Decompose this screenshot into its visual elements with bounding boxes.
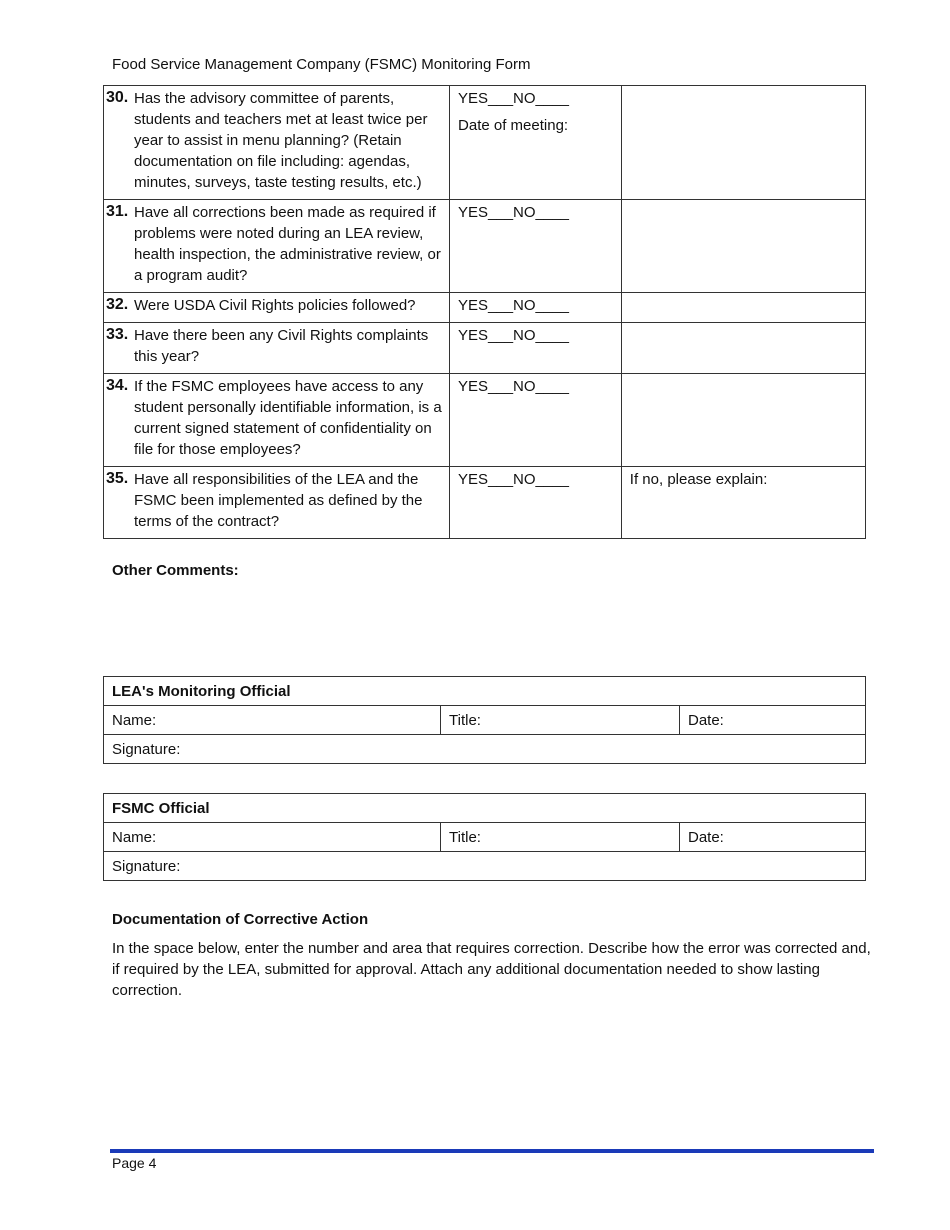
fsmc-date-field[interactable]: Date:	[680, 823, 866, 852]
fsmc-official-heading: FSMC Official	[104, 794, 866, 823]
question-number: 32.	[106, 296, 129, 313]
comment-cell[interactable]	[621, 467, 865, 539]
fsmc-official-table	[103, 793, 866, 881]
question-number: 34.	[106, 377, 129, 394]
corrective-action-instructions: In the space below, enter the number and area that requires correction. Describe how the error was corrected and, if required by the LEA, submitted for approval. Attach any additional documentation needed to show lasting correction.	[112, 940, 871, 999]
question-number: 35.	[106, 470, 129, 487]
questions-table	[103, 85, 866, 539]
comment-cell[interactable]	[621, 86, 865, 200]
question-row	[104, 86, 866, 200]
question-row	[104, 323, 866, 374]
lea-name-field[interactable]: Name:	[104, 706, 441, 735]
footer-divider	[110, 1149, 874, 1153]
question-number: 33.	[106, 326, 129, 343]
page-number: Page 4	[112, 1155, 157, 1171]
question-number: 30.	[106, 89, 129, 106]
fsmc-signature-field[interactable]: Signature:	[104, 852, 866, 881]
meeting-date-field[interactable]: Date of meeting:	[458, 117, 569, 134]
question-number: 31.	[106, 203, 129, 220]
lea-signature-field[interactable]: Signature:	[104, 735, 866, 764]
yes-no-field[interactable]: YES___NO____	[458, 471, 569, 488]
yes-no-field[interactable]: YES___NO____	[458, 327, 569, 344]
comment-cell[interactable]	[621, 374, 865, 467]
question-text: Has the advisory committee of parents, students and teachers met at least twice per year to assist in menu planning? (Retain documentation on file including: agendas, minutes, surveys, taste testing results, etc.)	[134, 90, 428, 191]
question-row	[104, 293, 866, 323]
comment-cell[interactable]	[621, 200, 865, 293]
question-text: Have all corrections been made as required if problems were noted during an LEA review, health inspection, the administrative review, or a program audit?	[134, 204, 441, 284]
lea-official-table	[103, 676, 866, 764]
question-text: If the FSMC employees have access to any student personally identifiable information, is a current signed statement of confidentiality on file for those employees?	[134, 378, 442, 458]
question-text: Have all responsibilities of the LEA and the FSMC been implemented as defined by the terms of the contract?	[134, 471, 423, 530]
fsmc-title-field[interactable]: Title:	[441, 823, 680, 852]
yes-no-field[interactable]: YES___NO____	[458, 297, 569, 314]
lea-official-heading: LEA's Monitoring Official	[104, 677, 866, 706]
form-title: Food Service Management Company (FSMC) Monitoring Form	[112, 56, 531, 73]
question-row	[104, 467, 866, 539]
yes-no-field[interactable]: YES___NO____	[458, 90, 569, 107]
yes-no-field[interactable]: YES___NO____	[458, 204, 569, 221]
comment-cell[interactable]	[621, 293, 865, 323]
yes-no-field[interactable]: YES___NO____	[458, 378, 569, 395]
fsmc-name-field[interactable]: Name:	[104, 823, 441, 852]
lea-date-field[interactable]: Date:	[680, 706, 866, 735]
corrective-action-heading: Documentation of Corrective Action	[112, 911, 369, 928]
other-comments-label: Other Comments:	[112, 562, 239, 579]
question-row	[104, 374, 866, 467]
explain-label: If no, please explain:	[629, 471, 768, 488]
comment-cell[interactable]	[621, 323, 865, 374]
question-text: Were USDA Civil Rights policies followed?	[134, 297, 416, 314]
question-text: Have there been any Civil Rights complaints this year?	[134, 327, 429, 365]
lea-title-field[interactable]: Title:	[441, 706, 680, 735]
question-row	[104, 200, 866, 293]
